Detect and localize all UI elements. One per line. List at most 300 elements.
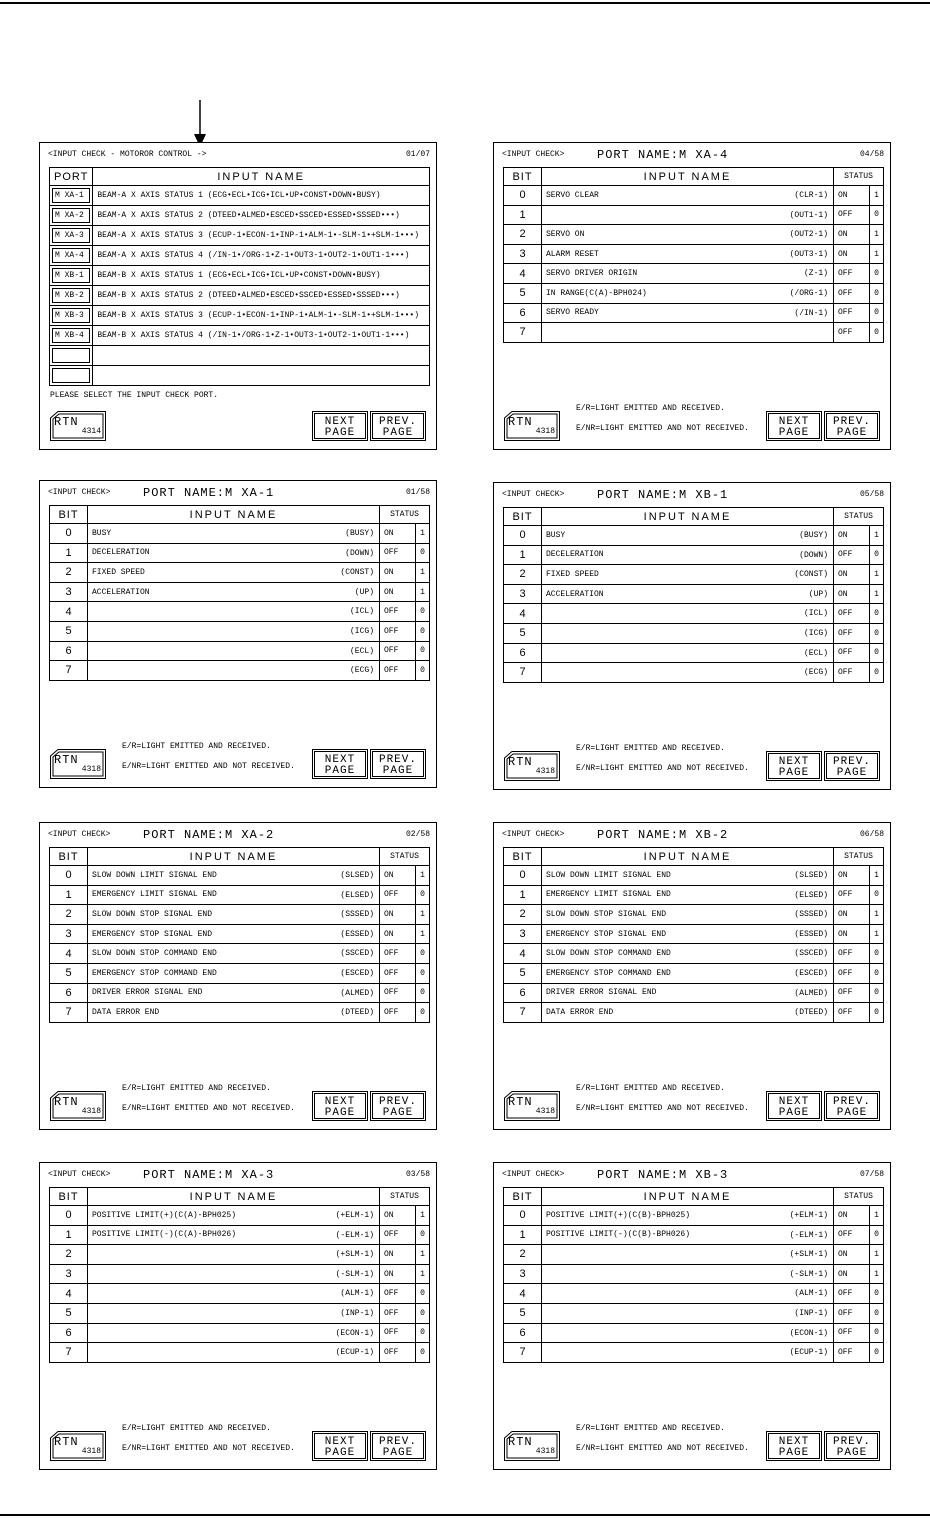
port-row[interactable] <box>50 266 430 286</box>
table-header <box>504 1188 884 1206</box>
input-name-cell <box>542 1245 834 1265</box>
bit-column-header: BIT <box>50 506 88 524</box>
signal-code: (ICG) <box>803 628 828 638</box>
legend-received: E/R=LIGHT EMITTED AND RECEIVED. <box>576 404 725 413</box>
next-label: NEXT <box>324 754 356 766</box>
port-name: PORT NAME:M XB-3 <box>597 1168 729 1182</box>
table-header <box>504 848 884 866</box>
port-cell[interactable] <box>50 186 93 206</box>
input-name: POSITIVE LIMIT(+)(C(A)-BPH025) <box>92 1210 237 1220</box>
status-value: 1 <box>870 1206 884 1226</box>
port-cell[interactable] <box>50 206 93 226</box>
port-cell[interactable] <box>50 226 93 246</box>
name-column-header: INPUT NAME <box>88 848 380 866</box>
status-text: ON <box>834 186 870 206</box>
screen-header <box>48 827 430 843</box>
status-text: ON <box>380 866 416 886</box>
status-value: 1 <box>870 1264 884 1284</box>
input-name: SLOW DOWN STOP COMMAND END <box>546 949 671 959</box>
signal-code: (SLSED) <box>794 871 828 880</box>
prev-page-button[interactable] <box>824 411 880 441</box>
input-name: POSITIVE LIMIT(-)(C(B)-BPH026) <box>546 1230 691 1240</box>
bit-number: 5 <box>504 1303 542 1323</box>
input-name-cell <box>88 1003 380 1023</box>
next-label: NEXT <box>324 416 356 428</box>
name-column-header: INPUT NAME <box>88 1188 380 1206</box>
status-text: OFF <box>834 643 870 663</box>
table-row <box>504 225 884 245</box>
table-row <box>50 944 430 964</box>
input-name: ACCELERATION <box>92 587 150 597</box>
port-cell[interactable] <box>50 306 93 326</box>
port-button[interactable] <box>52 348 90 363</box>
rtn-label: RTN <box>54 1095 79 1109</box>
input-name: EMERGENCY STOP COMMAND END <box>92 968 217 978</box>
prev-page-button[interactable] <box>370 1431 426 1461</box>
status-text: OFF <box>380 1343 416 1363</box>
status-column-header: STATUS <box>380 506 430 524</box>
next-page-button[interactable] <box>766 1431 822 1461</box>
legend-received: E/R=LIGHT EMITTED AND RECEIVED. <box>122 1424 271 1433</box>
bit-number: 0 <box>50 524 88 544</box>
bit-number: 6 <box>504 303 542 323</box>
status-text: OFF <box>834 283 870 303</box>
input-name-cell <box>88 885 380 905</box>
status-value: 0 <box>870 1003 884 1023</box>
rtn-number: 4318 <box>81 1447 101 1456</box>
input-name-cell <box>542 885 834 905</box>
port-button[interactable]: M XA-3 <box>52 228 90 243</box>
status-value: 0 <box>870 963 884 983</box>
page-number: 05/58 <box>859 490 884 499</box>
bit-number: 6 <box>50 983 88 1003</box>
status-text: OFF <box>834 545 870 565</box>
next-page-button[interactable] <box>312 749 368 779</box>
signal-code: (-SLM-1) <box>789 1269 828 1279</box>
signal-code: (SSSED) <box>340 910 374 920</box>
bit-number: 7 <box>504 663 542 683</box>
input-name-cell <box>542 205 834 225</box>
bit-table <box>49 505 430 681</box>
prev-page-button[interactable] <box>824 1091 880 1121</box>
port-select-screen <box>39 142 437 450</box>
input-name-cell <box>88 1303 380 1323</box>
table-row <box>50 661 430 681</box>
table-row <box>50 1323 430 1343</box>
prev-page-button[interactable] <box>824 1431 880 1461</box>
input-check-label: <INPUT CHECK> <box>502 1170 565 1179</box>
screen-header <box>502 487 884 503</box>
page-label: PAGE <box>778 427 810 439</box>
input-name-cell: BEAM-A X AXIS STATUS 1 (ECG•ECL•ICG•ICL•UP•CONST•DOWN•BUSY) <box>93 186 430 206</box>
input-name: DRIVER ERROR SIGNAL END <box>546 988 657 998</box>
port-button[interactable]: M XA-2 <box>52 208 90 223</box>
input-name: EMERGENCY STOP SIGNAL END <box>92 929 213 939</box>
input-name-cell: BEAM-A X AXIS STATUS 2 (DTEED•ALMED•ESCED•SSCED•ESSED•SSSED•••) <box>93 206 430 226</box>
input-name-cell <box>542 283 834 303</box>
page-label: PAGE <box>324 1447 356 1459</box>
rtn-button[interactable] <box>504 1431 560 1461</box>
bit-number: 7 <box>50 661 88 681</box>
table-row <box>50 582 430 602</box>
status-text: OFF <box>380 1303 416 1323</box>
prev-page-button[interactable] <box>824 751 880 781</box>
input-name-cell <box>542 303 834 323</box>
bit-column-header: BIT <box>504 1188 542 1206</box>
prev-label: PREV. <box>832 1096 871 1108</box>
bit-table <box>49 847 430 1023</box>
bit-status-screen <box>39 822 437 1130</box>
page-label: PAGE <box>324 1107 356 1119</box>
bit-number: 2 <box>504 225 542 245</box>
table-row <box>504 924 884 944</box>
bit-number: 1 <box>504 885 542 905</box>
bit-number: 0 <box>504 186 542 206</box>
port-row[interactable] <box>50 286 430 306</box>
bit-number: 7 <box>50 1003 88 1023</box>
input-name-cell <box>542 905 834 925</box>
status-text: ON <box>380 905 416 925</box>
status-value: 1 <box>870 924 884 944</box>
bit-number: 2 <box>50 1245 88 1265</box>
bit-number: 4 <box>504 1284 542 1304</box>
input-name-cell <box>542 323 834 343</box>
input-name-cell <box>542 244 834 264</box>
input-name: EMERGENCY STOP COMMAND END <box>546 968 671 978</box>
input-name-cell <box>542 1284 834 1304</box>
input-name-cell: BEAM-A X AXIS STATUS 4 (/IN-1•/ORG-1•Z-1•OUT3-1•OUT2-1•OUT1-1•••) <box>93 246 430 266</box>
legend-not-received: E/NR=LIGHT EMITTED AND NOT RECEIVED. <box>122 762 295 771</box>
signal-code: (+ELM-1) <box>789 1211 828 1220</box>
select-port-prompt: PLEASE SELECT THE INPUT CHECK PORT. <box>50 391 219 400</box>
bit-number: 4 <box>504 944 542 964</box>
signal-code: (ECG) <box>349 666 374 676</box>
status-text: ON <box>834 526 870 546</box>
prev-page-button[interactable] <box>370 1091 426 1121</box>
table-row <box>50 524 430 544</box>
bit-number: 3 <box>50 582 88 602</box>
status-value: 0 <box>870 1225 884 1245</box>
input-name-cell <box>542 1323 834 1343</box>
port-cell[interactable] <box>50 326 93 346</box>
port-cell[interactable] <box>50 346 93 366</box>
signal-code: (OUT1-1) <box>789 210 828 220</box>
input-name-cell <box>542 1225 834 1245</box>
rtn-number: 4318 <box>81 1107 101 1116</box>
input-name-cell: BEAM-A X AXIS STATUS 3 (ECUP-1•ECON-1•INP-1•ALM-1•-SLM-1•+SLM-1•••) <box>93 226 430 246</box>
table-row <box>504 1206 884 1226</box>
signal-code: (UP) <box>354 587 374 597</box>
next-page-button[interactable] <box>312 1431 368 1461</box>
table-row <box>50 563 430 583</box>
port-cell[interactable] <box>50 366 93 386</box>
status-column-header: STATUS <box>834 168 884 186</box>
table-row <box>504 885 884 905</box>
rtn-button[interactable] <box>50 411 106 441</box>
next-page-button[interactable] <box>766 411 822 441</box>
port-name: PORT NAME:M XA-2 <box>143 828 275 842</box>
signal-code: (-SLM-1) <box>335 1269 374 1279</box>
page-label: PAGE <box>778 767 810 779</box>
port-button[interactable]: M XA-1 <box>52 188 90 203</box>
rtn-button[interactable] <box>50 1431 106 1461</box>
port-row[interactable] <box>50 346 430 366</box>
port-row[interactable] <box>50 226 430 246</box>
bit-status-screen <box>493 482 891 790</box>
input-name-cell <box>542 1206 834 1226</box>
prev-page-button[interactable] <box>370 749 426 779</box>
bit-status-screen <box>493 142 891 450</box>
input-name-cell <box>88 1225 380 1245</box>
signal-code: (ECG) <box>803 668 828 678</box>
bit-number: 0 <box>504 526 542 546</box>
input-name-cell <box>542 1264 834 1284</box>
status-value: 1 <box>416 866 430 886</box>
table-row <box>504 623 884 643</box>
signal-code: (SLSED) <box>340 871 374 880</box>
table-row <box>504 584 884 604</box>
status-text: OFF <box>834 663 870 683</box>
status-text: OFF <box>834 604 870 624</box>
input-name: FIXED SPEED <box>546 569 599 579</box>
screen-header <box>48 485 430 501</box>
port-name: PORT NAME:M XB-1 <box>597 488 729 502</box>
prev-page-button[interactable] <box>370 411 426 441</box>
table-row <box>504 643 884 663</box>
status-value: 1 <box>416 524 430 544</box>
input-name: SLOW DOWN STOP SIGNAL END <box>546 909 667 919</box>
input-name: DECELERATION <box>546 550 604 560</box>
table-header <box>50 1188 430 1206</box>
table-row <box>50 1343 430 1363</box>
input-name-cell: BEAM-B X AXIS STATUS 4 (/IN-1•/ORG-1•Z-1•OUT3-1•OUT2-1•OUT1-1•••) <box>93 326 430 346</box>
table-row <box>504 526 884 546</box>
status-value: 0 <box>870 663 884 683</box>
next-label: NEXT <box>778 1096 810 1108</box>
status-text: ON <box>380 582 416 602</box>
port-name: PORT NAME:M XA-4 <box>597 148 729 162</box>
table-row <box>50 905 430 925</box>
table-row <box>504 186 884 206</box>
signal-code: (ECON-1) <box>335 1328 374 1338</box>
next-page-button[interactable] <box>766 1091 822 1121</box>
port-button[interactable]: M XA-4 <box>52 248 90 263</box>
input-name-cell <box>542 944 834 964</box>
rtn-label: RTN <box>54 753 79 767</box>
screen-header <box>502 1167 884 1183</box>
status-text: OFF <box>834 303 870 323</box>
rtn-number: 4318 <box>535 1107 555 1116</box>
input-name: SLOW DOWN STOP COMMAND END <box>92 949 217 959</box>
input-name-cell <box>542 1343 834 1363</box>
status-text: ON <box>834 1264 870 1284</box>
page-number: 01/58 <box>405 488 430 497</box>
status-value: 0 <box>870 1343 884 1363</box>
status-value: 0 <box>870 604 884 624</box>
page-label: PAGE <box>836 427 868 439</box>
table-header <box>504 508 884 526</box>
page-label: PAGE <box>836 1447 868 1459</box>
legend-not-received: E/NR=LIGHT EMITTED AND NOT RECEIVED. <box>122 1104 295 1113</box>
port-name: PORT NAME:M XA-3 <box>143 1168 275 1182</box>
input-name-cell: BEAM-B X AXIS STATUS 1 (ECG•ECL•ICG•ICL•UP•CONST•DOWN•BUSY) <box>93 266 430 286</box>
table-row <box>50 1284 430 1304</box>
table-row <box>504 1303 884 1323</box>
input-name-cell <box>88 602 380 622</box>
rtn-button[interactable] <box>504 751 560 781</box>
bit-column-header: BIT <box>504 848 542 866</box>
table-row <box>50 1225 430 1245</box>
status-column-header: STATUS <box>380 1188 430 1206</box>
input-name-cell <box>542 584 834 604</box>
port-button[interactable]: M XB-2 <box>52 288 90 303</box>
port-cell[interactable] <box>50 266 93 286</box>
table-row <box>50 885 430 905</box>
bit-status-screen <box>39 1162 437 1470</box>
port-row[interactable] <box>50 186 430 206</box>
input-name: SLOW DOWN LIMIT SIGNAL END <box>92 870 217 880</box>
bit-number: 3 <box>50 1264 88 1284</box>
port-row[interactable] <box>50 306 430 326</box>
status-text: ON <box>380 1264 416 1284</box>
bit-number: 0 <box>504 866 542 886</box>
bit-number: 3 <box>504 244 542 264</box>
table-row <box>504 963 884 983</box>
input-name-cell <box>542 186 834 206</box>
port-table <box>49 167 430 386</box>
port-cell[interactable] <box>50 246 93 266</box>
port-row[interactable] <box>50 246 430 266</box>
input-check-label: <INPUT CHECK> <box>48 830 111 839</box>
bit-number: 7 <box>504 323 542 343</box>
bit-number: 4 <box>50 944 88 964</box>
input-name-cell <box>542 963 834 983</box>
rtn-button[interactable] <box>50 749 106 779</box>
table-row <box>504 303 884 323</box>
status-value: 0 <box>870 264 884 284</box>
table-row <box>504 663 884 683</box>
status-value: 0 <box>416 1003 430 1023</box>
rtn-button[interactable] <box>504 411 560 441</box>
status-text: OFF <box>380 543 416 563</box>
page-label: PAGE <box>324 427 356 439</box>
port-button[interactable] <box>52 368 90 383</box>
bit-number: 0 <box>50 866 88 886</box>
port-button[interactable]: M XB-4 <box>52 328 90 343</box>
status-text: OFF <box>834 963 870 983</box>
input-name-cell <box>542 264 834 284</box>
bit-table <box>503 167 884 343</box>
legend-received: E/R=LIGHT EMITTED AND RECEIVED. <box>122 1084 271 1093</box>
table-row <box>504 1225 884 1245</box>
name-column-header: INPUT NAME <box>93 168 430 186</box>
input-name-cell <box>542 565 834 585</box>
rtn-label: RTN <box>508 1435 533 1449</box>
name-column-header: INPUT NAME <box>542 848 834 866</box>
rtn-button[interactable] <box>50 1091 106 1121</box>
next-page-button[interactable] <box>312 1091 368 1121</box>
table-row <box>504 264 884 284</box>
next-page-button[interactable] <box>312 411 368 441</box>
rtn-number: 4318 <box>535 767 555 776</box>
port-row[interactable] <box>50 366 430 386</box>
status-value: 1 <box>416 924 430 944</box>
bit-number: 0 <box>50 1206 88 1226</box>
signal-code: (ALM-1) <box>340 1289 374 1299</box>
status-value: 1 <box>870 584 884 604</box>
status-text: ON <box>834 866 870 886</box>
status-value: 0 <box>416 661 430 681</box>
port-row[interactable] <box>50 326 430 346</box>
input-name: FIXED SPEED <box>92 567 145 577</box>
legend-received: E/R=LIGHT EMITTED AND RECEIVED. <box>576 1424 725 1433</box>
input-name: EMERGENCY LIMIT SIGNAL END <box>546 890 671 900</box>
port-row[interactable] <box>50 206 430 226</box>
signal-code: (ESCED) <box>340 968 374 978</box>
port-name: PORT NAME:M XA-1 <box>143 486 275 500</box>
next-page-button[interactable] <box>766 751 822 781</box>
signal-code: (ALMED) <box>340 988 374 998</box>
status-value: 1 <box>416 1206 430 1226</box>
table-row <box>504 205 884 225</box>
input-name-cell <box>542 924 834 944</box>
rtn-button[interactable] <box>504 1091 560 1121</box>
bit-number: 5 <box>504 283 542 303</box>
status-text: OFF <box>380 963 416 983</box>
input-name: SERVO DRIVER ORIGIN <box>546 269 638 279</box>
bit-column-header: BIT <box>504 508 542 526</box>
input-name-cell <box>88 963 380 983</box>
table-row <box>504 983 884 1003</box>
rtn-label: RTN <box>54 415 79 429</box>
port-button[interactable]: M XB-3 <box>52 308 90 323</box>
bit-number: 6 <box>50 641 88 661</box>
status-text: OFF <box>380 641 416 661</box>
status-text: ON <box>380 1206 416 1226</box>
port-button[interactable]: M XB-1 <box>52 268 90 283</box>
page-number: 04/58 <box>859 150 884 159</box>
status-text: OFF <box>380 885 416 905</box>
input-name: DRIVER ERROR SIGNAL END <box>92 988 203 998</box>
bit-number: 5 <box>504 963 542 983</box>
input-name: SERVO READY <box>546 308 599 318</box>
port-cell[interactable] <box>50 286 93 306</box>
bit-number: 1 <box>50 885 88 905</box>
status-value: 0 <box>416 944 430 964</box>
bit-number: 5 <box>50 963 88 983</box>
table-row <box>504 323 884 343</box>
signal-code: (BUSY) <box>345 529 374 538</box>
status-value: 1 <box>870 186 884 206</box>
prev-label: PREV. <box>832 756 871 768</box>
input-name: EMERGENCY LIMIT SIGNAL END <box>92 890 217 900</box>
signal-code: (SSCED) <box>340 949 374 959</box>
input-name: DATA ERROR END <box>546 1007 614 1017</box>
status-value: 0 <box>870 885 884 905</box>
signal-code: (CONST) <box>340 568 374 578</box>
input-name: SERVO ON <box>546 229 585 239</box>
status-text: OFF <box>834 623 870 643</box>
status-text: OFF <box>834 205 870 225</box>
page-label: PAGE <box>778 1447 810 1459</box>
status-text: OFF <box>834 1343 870 1363</box>
bit-number: 3 <box>504 584 542 604</box>
status-value: 0 <box>870 1284 884 1304</box>
status-value: 0 <box>416 963 430 983</box>
status-value: 1 <box>870 244 884 264</box>
input-name-cell <box>88 563 380 583</box>
signal-code: (ALM-1) <box>794 1289 828 1299</box>
